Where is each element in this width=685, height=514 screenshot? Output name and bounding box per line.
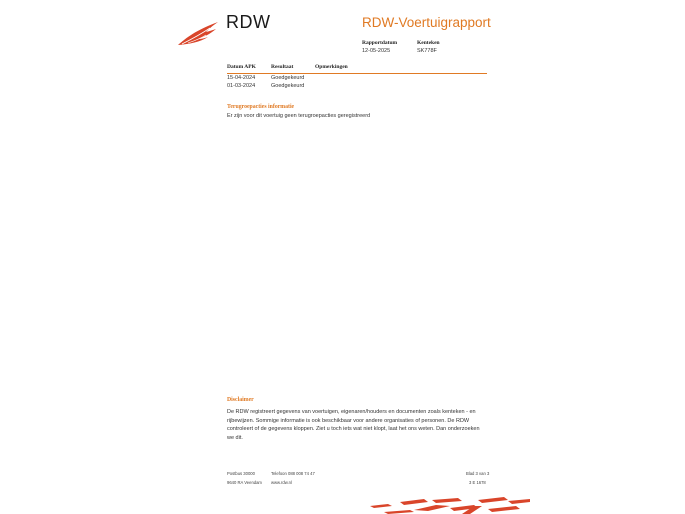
disclaimer-title: Disclaimer	[227, 397, 254, 403]
table-row	[227, 74, 487, 82]
row-result: Goedgekeurd	[271, 75, 305, 81]
row-date: 01-03-2024	[227, 83, 256, 89]
row-result: Goedgekeurd	[271, 83, 305, 89]
plate-label: Kenteken	[417, 40, 440, 46]
disclaimer-line: De RDW registreert gegevens van voertuigen, eigenaren/houders en documenten zoals kenteken - en	[227, 409, 476, 415]
footer-phone: Telefoon 088 008 74 47	[271, 471, 315, 476]
footer-stripes-icon	[370, 496, 530, 514]
footer-code: 3 E 1678	[469, 480, 486, 485]
column-header-remarks: Opmerkingen	[315, 64, 348, 70]
footer-page: Blad 3 van 3	[466, 471, 490, 476]
plate-value: SK778F	[417, 48, 437, 54]
footer-website[interactable]: www.rdw.nl	[271, 480, 292, 485]
footer-postbus: Postbus 30000	[227, 471, 255, 476]
column-header-result: Resultaat	[271, 64, 294, 70]
recall-title: Terugroepacties informatie	[227, 104, 295, 110]
apk-table	[227, 64, 487, 90]
report-date-value: 12-05-2025	[362, 48, 391, 54]
table-row	[227, 82, 487, 90]
logo-text: RDW	[226, 12, 271, 32]
disclaimer-line: we dit.	[227, 434, 243, 441]
report-date-label: Rapportdatum	[362, 40, 398, 46]
row-date: 15-04-2024	[227, 75, 256, 81]
footer-address: 9640 RA Veendam	[227, 480, 262, 485]
recall-text: Er zijn voor dit voertuig geen terugroepacties geregistreerd	[227, 113, 371, 119]
disclaimer-line: controleert of de gegevens kloppen. Ziet u toch iets wat niet klopt, laat het ons weten. Dan onderzoeken	[227, 426, 480, 432]
apk-table-header	[227, 64, 487, 74]
report-title: RDW-Voertuigrapport	[362, 15, 491, 30]
rdw-logo-icon	[176, 20, 220, 46]
column-header-date: Datum APK	[227, 64, 256, 70]
disclaimer-line: rijbewijzen. Sommige informatie is ook beschikbaar voor andere organisaties of personen. De RDW	[227, 417, 470, 424]
